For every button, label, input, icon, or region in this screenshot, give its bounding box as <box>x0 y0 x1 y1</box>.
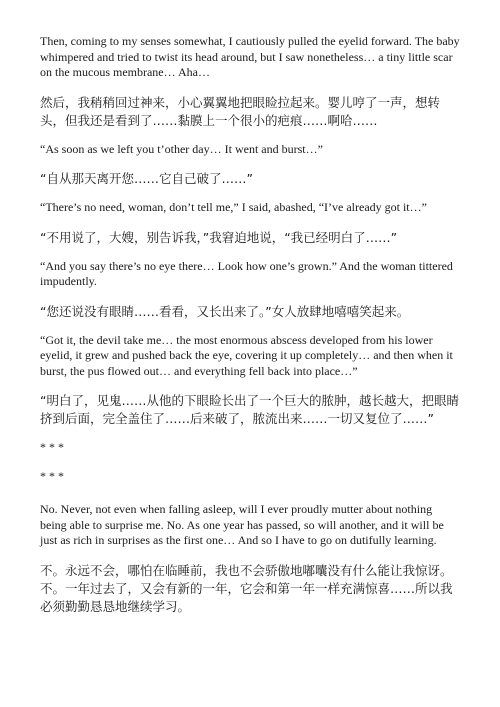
section-separator: * * * <box>40 469 64 483</box>
paragraph-zh-no-eye: “您还说没有眼睛……看看，又长出来了。”女人放肆地嘻嘻笑起来。 <box>40 303 410 319</box>
paragraph-en-no-eye: “And you say there’s no eye there… Look how one’s grown.” And the woman tittered impudently. <box>40 258 453 288</box>
paragraph-en-abscess: “Got it, the devil take me… the most enormous abscess developed from his lower eyelid, it grew and pushed back the eye, covering it up completely… and then when it burst, the pus flowed out… and everything fell back into place…” <box>40 332 453 378</box>
paragraph-zh-no-need: “不用说了，大嫂，别告诉我，”我窘迫地说，“我已经明白了……” <box>40 229 398 245</box>
paragraph-zh-never: 不。永远不会，哪怕在临睡前，我也不会骄傲地嘟囔没有什么能让我惊讶。不。一年过去了，又会有新的一年，它会和第一年一样充满惊喜……所以我必须勤勤恳恳地继续学习。 <box>40 562 453 614</box>
section-separator: * * * <box>40 440 64 454</box>
paragraph-zh-abscess: “明白了，见鬼……从他的下眼睑长出了一个巨大的脓肿，越长越大，把眼睛挤到后面，完全盖住了……后来破了，脓流出来……一切又复位了……” <box>40 393 459 426</box>
paragraph-en-burst: “As soon as we left you t’other day… It went and burst…” <box>40 141 323 156</box>
paragraph-zh-scar: 然后，我稍稍回过神来，小心翼翼地把眼睑拉起来。婴儿哼了一声，想转头，但我还是看到了……黏膜上一个很小的疤痕……啊哈…… <box>40 94 441 128</box>
paragraph-zh-burst: “自从那天离开您……它自己破了……” <box>40 171 253 186</box>
paragraph-en-never: No. Never, not even when falling asleep, will I ever proudly mutter about nothing being able to surprise me. No. As one year has passed, so will another, and it will be just as rich in surprises as the first one… And so I have to go on dutifully learning. <box>40 502 444 547</box>
paragraph-en-no-need: “There’s no need, woman, don’t tell me,” I said, abashed, “I’ve already got it…” <box>40 200 427 214</box>
paragraph-en-scar: Then, coming to my senses somewhat, I cautiously pulled the eyelid forward. The baby whimpered and tried to twist its head around, but I saw nonetheless… a tiny little scar on the mucous membrane… Aha… <box>40 34 460 79</box>
